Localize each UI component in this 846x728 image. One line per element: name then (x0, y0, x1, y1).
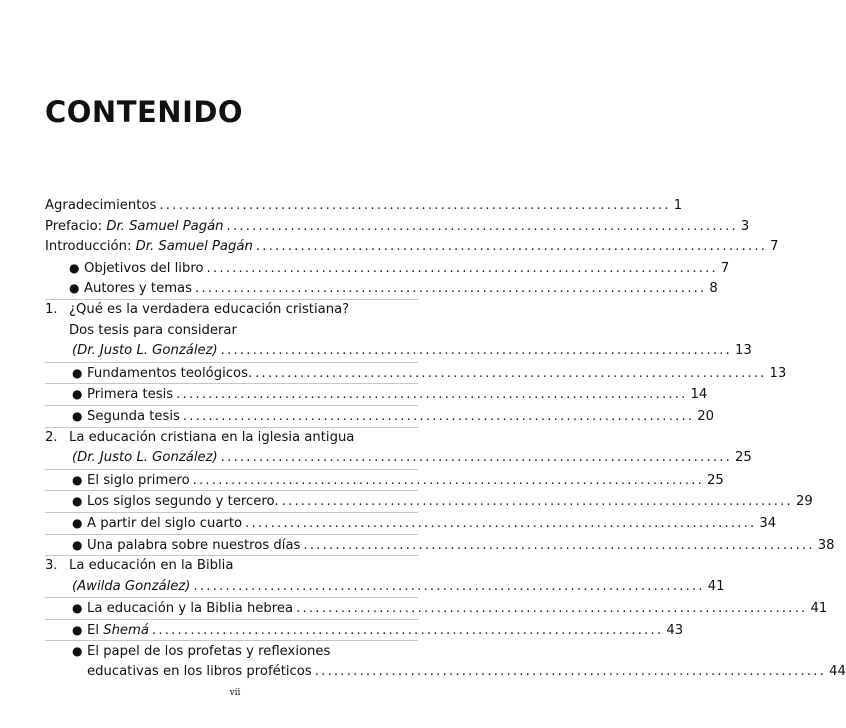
leader-dots: ................................................................................ (281, 494, 793, 510)
subentry-label: El siglo primero (87, 472, 190, 488)
subentry-label: Una palabra sobre nuestros días (87, 537, 301, 553)
entry-author: Dr. Samuel Pagán (131, 239, 253, 255)
entry-label: Objetivos del libro (84, 260, 204, 276)
page-number-ref: 29 (795, 494, 813, 510)
leader-dots: ................................................................................ (159, 198, 671, 213)
entry-label: Agradecimientos (45, 198, 157, 213)
bullet-icon: ● (69, 260, 80, 275)
toc-entry[interactable] (45, 217, 750, 238)
leader-dots: ................................................................................ (296, 601, 808, 617)
page-number-ref: 44 (829, 664, 846, 680)
chapter-title-line (45, 300, 418, 321)
chapter-title: La educación cristiana en la iglesia antigua (69, 429, 355, 445)
toc-subentry[interactable] (45, 598, 828, 619)
entry-label: Prefacio: (45, 218, 103, 234)
page-number-ref: 7 (720, 260, 730, 276)
toc-subentry[interactable] (45, 363, 787, 384)
subentry-label: La educación y la Biblia hebrea (87, 601, 294, 617)
page-number-ref: 7 (770, 239, 779, 255)
toc-subentry[interactable] (45, 491, 813, 512)
bullet-icon: ● (72, 515, 83, 530)
toc-entry[interactable] (45, 237, 779, 258)
subentry-label: El (87, 622, 104, 638)
chapter-title-line (45, 556, 418, 577)
chapter-title-line (45, 428, 418, 449)
leader-dots: ................................................................................ (314, 664, 827, 680)
bullet-icon: ● (72, 408, 83, 423)
subentry-label: Fundamentos teológicos. (87, 365, 253, 381)
leader-dots: ................................................................................ (245, 515, 757, 531)
entry-author: Dr. Samuel Pagán (102, 218, 224, 234)
chapter-author: (Dr. Justo L. González) (72, 450, 218, 466)
toc-subentry[interactable] (45, 641, 418, 662)
page-number-ref: 34 (759, 515, 777, 531)
page-title: CONTENIDO (45, 95, 244, 129)
subentry-label: educativas en los libros proféticos (87, 664, 312, 680)
page-number-ref: 38 (817, 537, 835, 553)
toc-subentry[interactable] (45, 470, 724, 491)
page-number-ref: 41 (810, 601, 828, 617)
chapter-title: Dos tesis para considerar (69, 322, 237, 338)
entry-label: Introducción: (45, 239, 132, 255)
chapter-title-line (45, 321, 418, 342)
leader-dots: ................................................................................ (226, 218, 738, 234)
leader-dots: ................................................................................ (151, 622, 664, 638)
subentry-label: Primera tesis (87, 387, 174, 403)
page-number: vii (229, 688, 241, 698)
subentry-label: El papel de los profetas y reflexiones (87, 644, 331, 660)
chapter-author: (Dr. Justo L. González) (72, 343, 218, 359)
toc-subentry-cont[interactable] (45, 662, 846, 683)
chapter-title: La educación en la Biblia (69, 558, 234, 574)
bullet-icon: ● (72, 644, 83, 659)
page-number-ref: 13 (769, 365, 787, 381)
leader-dots: ................................................................................ (195, 281, 707, 297)
leader-dots: ................................................................................ (176, 387, 688, 403)
chapter-number: 2. (45, 429, 58, 445)
leader-dots: ................................................................................ (192, 472, 704, 488)
bullet-icon: ● (72, 494, 83, 509)
bullet-icon: ● (72, 365, 83, 380)
subentry-label-italic: Shemá (103, 622, 149, 638)
chapter-author-line[interactable] (45, 577, 725, 598)
leader-dots: ................................................................................ (303, 537, 815, 553)
toc-subentry[interactable] (45, 513, 777, 534)
chapter-number: 3. (45, 558, 58, 574)
chapter-author: (Awilda González) (72, 578, 191, 594)
chapter-title: ¿Qué es la verdadera educación cristiana? (69, 301, 350, 317)
page-number-ref: 25 (707, 472, 724, 488)
chapter-author-line[interactable] (45, 448, 752, 469)
page-number-ref: 20 (697, 408, 715, 424)
leader-dots: ................................................................................ (255, 365, 767, 381)
toc-subentry[interactable] (45, 535, 835, 556)
bullet-icon: ● (69, 281, 80, 296)
chapter-number: 1. (45, 301, 58, 317)
bullet-icon: ● (72, 387, 83, 402)
page-number-ref: 14 (690, 387, 708, 403)
toc-subentry[interactable] (45, 384, 708, 405)
bullet-icon: ● (72, 622, 83, 637)
leader-dots: ................................................................................ (193, 578, 705, 594)
bullet-icon: ● (72, 537, 83, 552)
toc-subentry[interactable] (45, 620, 684, 641)
toc-entry[interactable] (45, 196, 683, 217)
table-of-contents (45, 196, 846, 683)
page-number-ref: 8 (709, 281, 718, 297)
bullet-icon: ● (72, 601, 83, 616)
leader-dots: ................................................................................ (206, 260, 718, 276)
page-number-ref: 41 (707, 578, 725, 594)
page-number-ref: 3 (740, 218, 750, 234)
chapter-author-line[interactable] (45, 341, 752, 362)
page-number-ref: 1 (673, 198, 683, 213)
subentry-label: Segunda tesis (87, 408, 180, 424)
leader-dots: ................................................................................ (220, 343, 733, 359)
toc-entry[interactable] (45, 258, 730, 279)
leader-dots: ................................................................................ (255, 239, 768, 255)
page-number-ref: 13 (735, 343, 752, 359)
leader-dots: ................................................................................ (182, 408, 695, 424)
toc-subentry[interactable] (45, 406, 715, 427)
page-number-ref: 43 (666, 622, 684, 638)
toc-entry[interactable] (45, 278, 718, 299)
page-number-ref: 25 (735, 450, 752, 466)
entry-label: Autores y temas (84, 281, 193, 297)
subentry-label: A partir del siglo cuarto (87, 515, 243, 531)
bullet-icon: ● (72, 472, 83, 487)
subentry-label: Los siglos segundo y tercero. (87, 494, 279, 510)
leader-dots: ................................................................................ (220, 450, 733, 466)
